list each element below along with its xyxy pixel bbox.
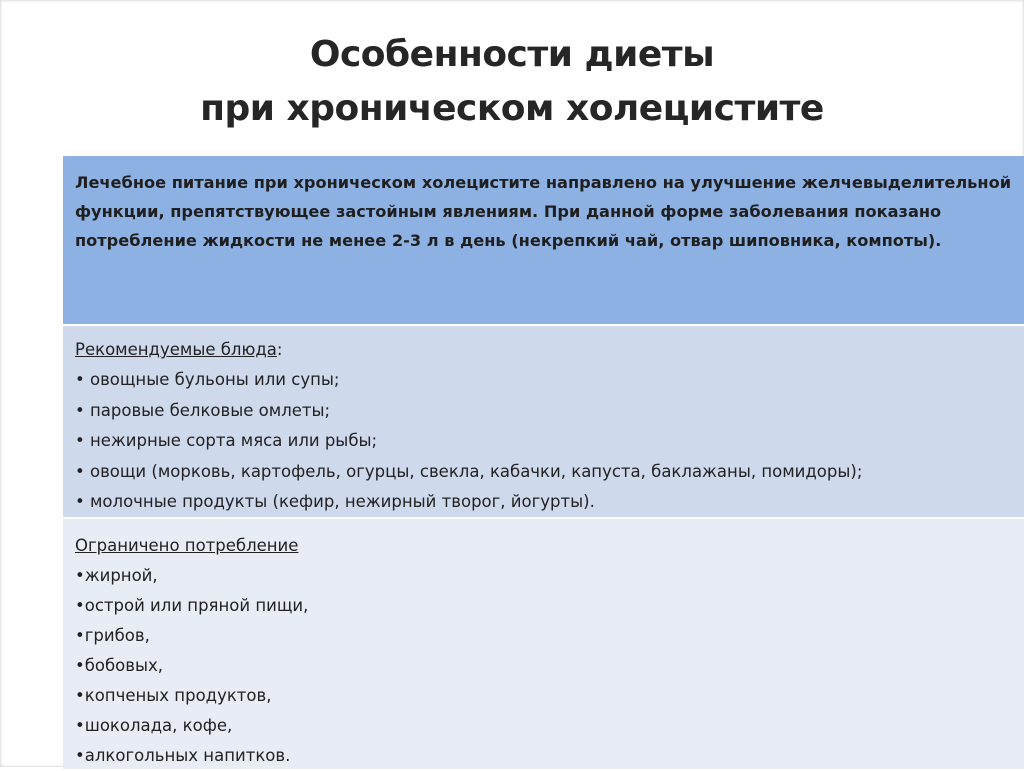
intro-row (63, 156, 1024, 324)
list-item: •острой или пряной пищи, (75, 596, 309, 615)
title-line-2: при хроническом холецистите (200, 88, 824, 129)
recommended-row (63, 324, 1024, 517)
limited-row (63, 517, 1024, 769)
title-line-1: Особенности диеты (309, 34, 715, 75)
recommended-heading (75, 335, 1012, 365)
intro-text: Лечебное питание при хроническом холецистите направлено на улучшение желчевыделительной функции, препятствующее застойным явлениям. При данной форме заболевания показано потребление жидкости не менее 2-3 л в день (некрепкий чай, отвар шиповника, компоты). (75, 173, 1012, 250)
limited-heading-label: Ограничено потребление (75, 536, 299, 555)
list-item: •алкогольных напитков. (75, 746, 291, 765)
list-item: • овощи (морковь, картофель, огурцы, свекла, кабачки, капуста, баклажаны, помидоры); (75, 461, 863, 481)
list-item: • паровые белковые омлеты; (75, 400, 331, 420)
recommended-list (75, 365, 1012, 518)
recommended-heading-label: Рекомендуемые блюда (75, 340, 277, 359)
slide-title (0, 28, 1024, 136)
recommended-heading-colon: : (276, 340, 283, 359)
list-item: • нежирные сорта мяса или рыбы; (75, 431, 378, 450)
list-item: •грибов, (75, 626, 150, 645)
diet-table (63, 156, 1024, 769)
limited-list (75, 561, 1012, 771)
limited-heading (75, 531, 1012, 561)
list-item: •шоколада, кофе, (75, 716, 233, 735)
list-item: • овощные бульоны или супы; (75, 370, 340, 389)
list-item: •копченых продуктов, (75, 686, 272, 705)
list-item: •жирной, (75, 566, 158, 585)
list-item: •бобовых, (75, 656, 164, 675)
list-item: • молочные продукты (кефир, нежирный творог, йогурты). (75, 492, 595, 511)
